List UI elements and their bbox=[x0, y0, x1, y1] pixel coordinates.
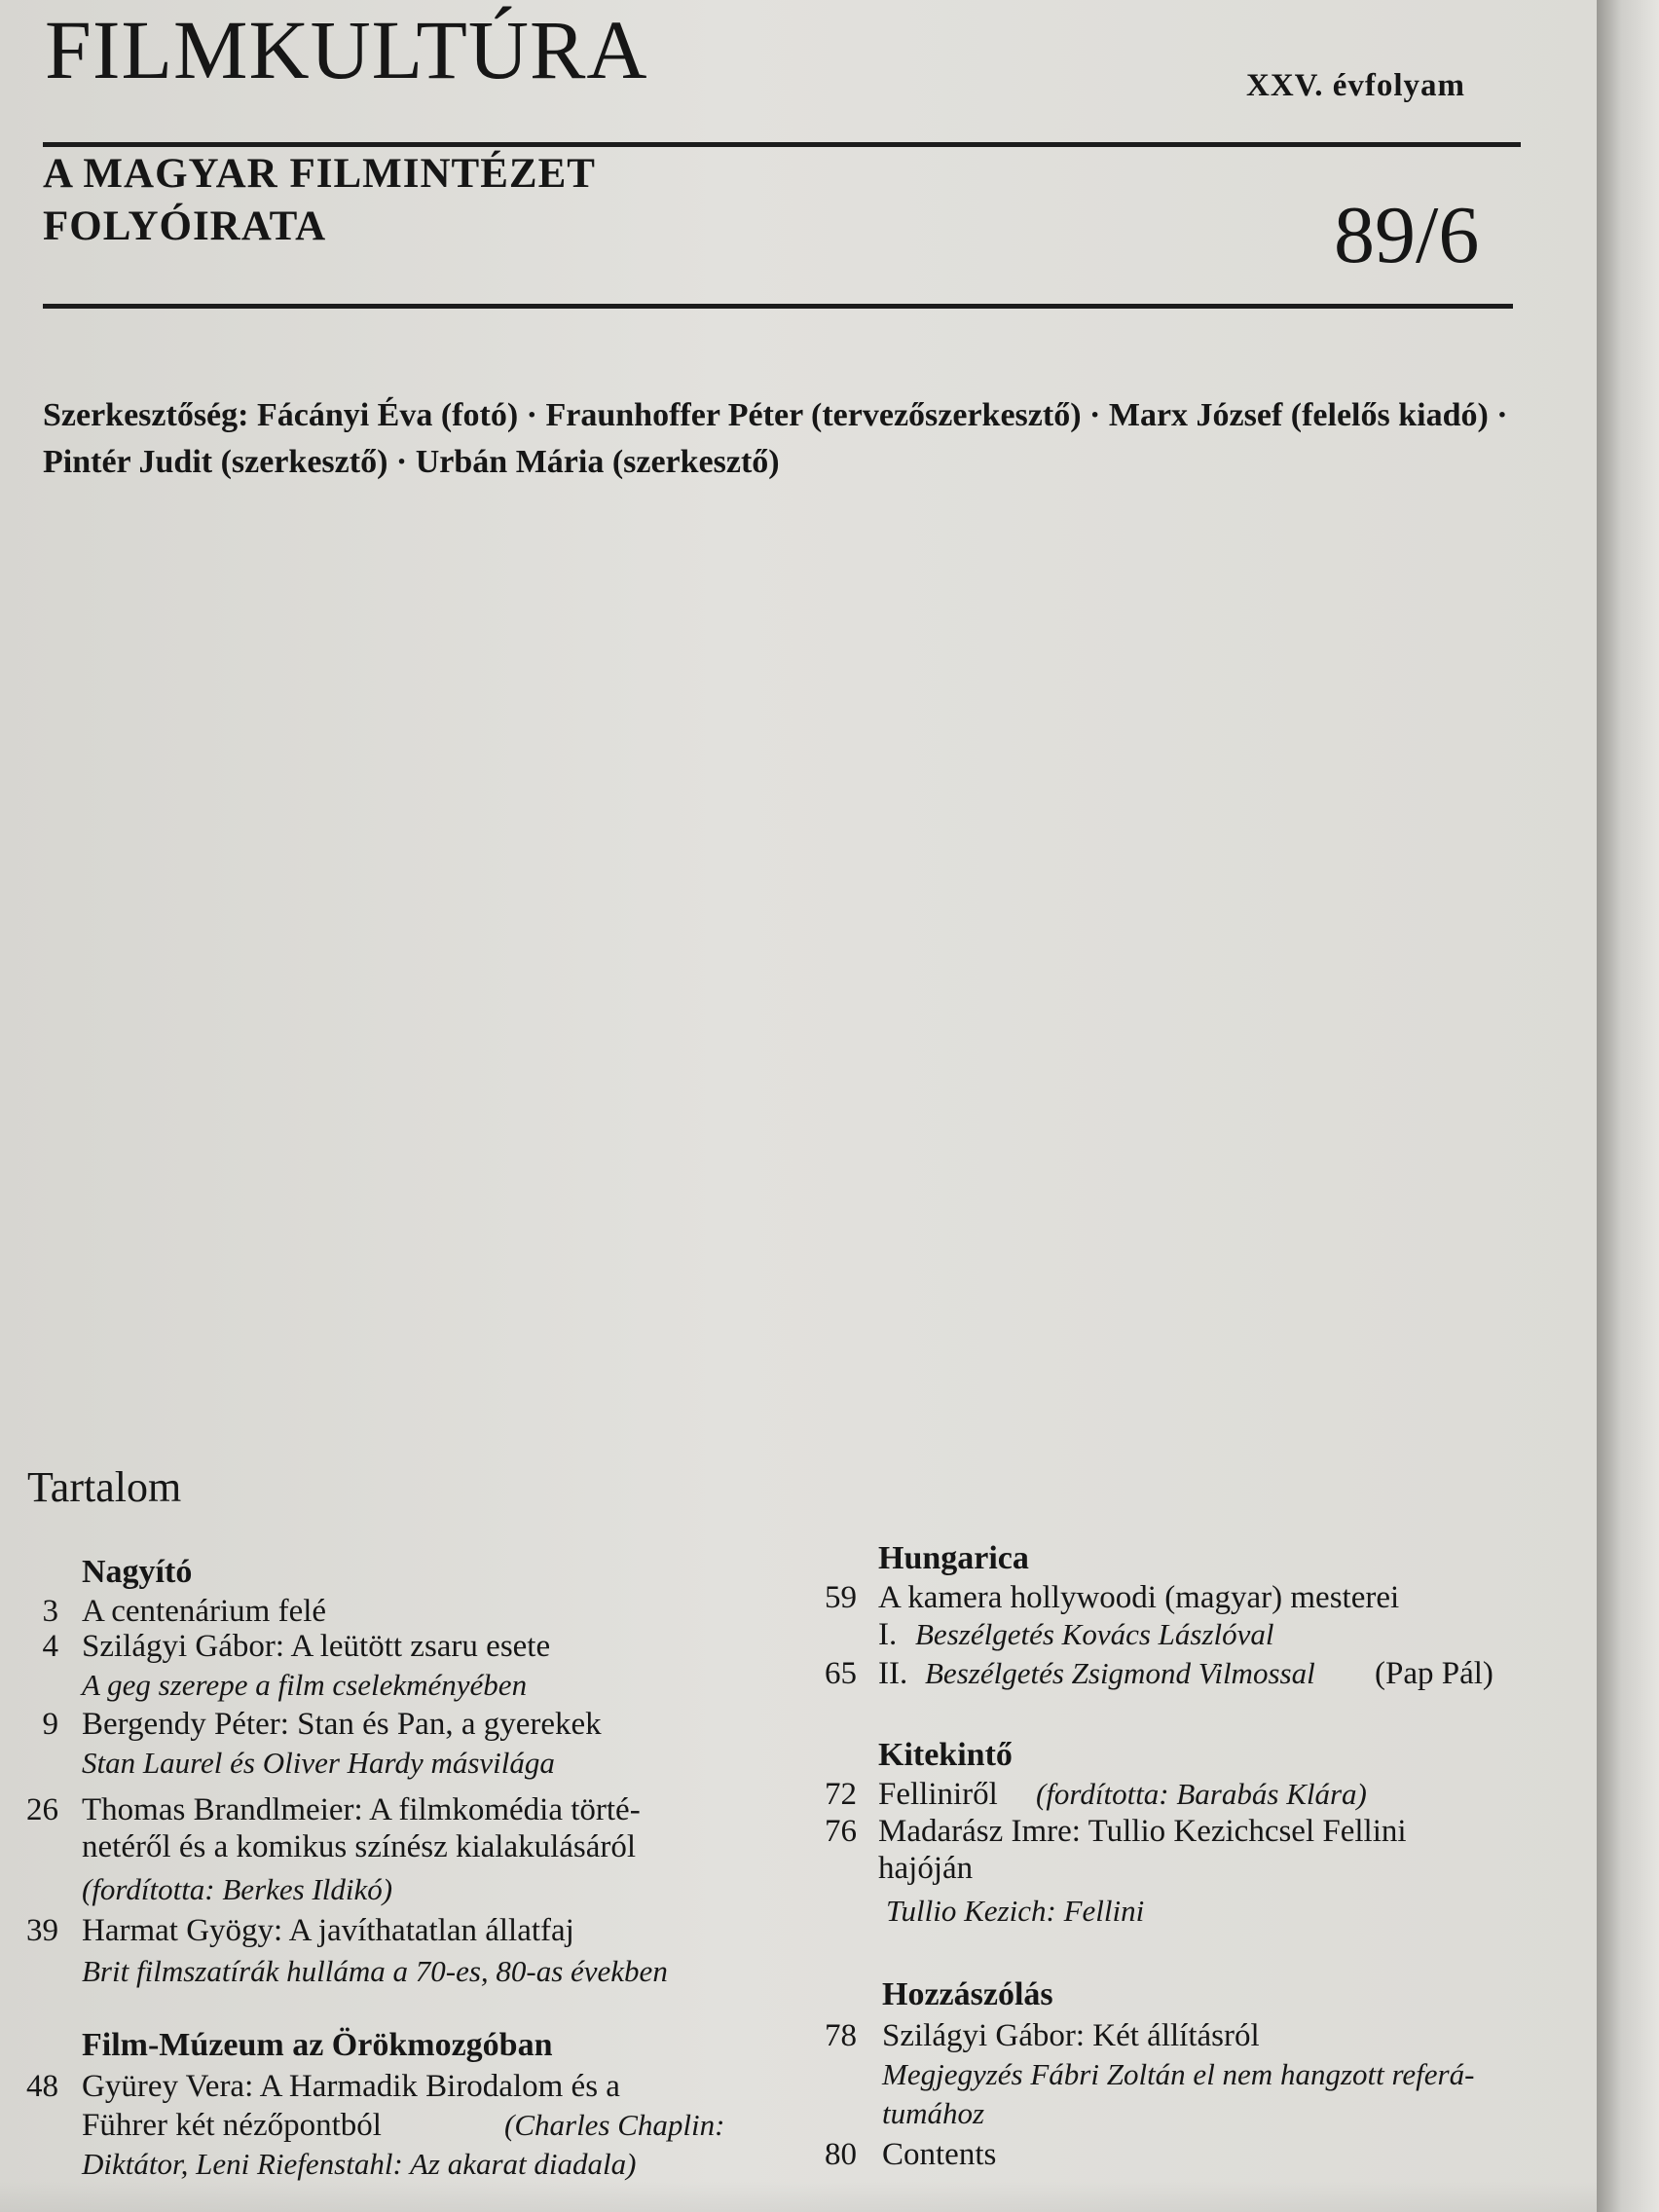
entry-title-line-1: Thomas Brandlmeier: A filmkomédia törté- bbox=[82, 1792, 641, 1827]
entry-subtitle-line-1: Megjegyzés Fábri Zoltán el nem hangzott referá- bbox=[882, 2057, 1475, 2091]
subtitle-line-2: FOLYÓIRATA bbox=[43, 203, 327, 249]
section-title-nagyito: Nagyító bbox=[82, 1554, 193, 1590]
entry-subtitle: Beszélgetés Kovács Lászlóval bbox=[915, 1617, 1274, 1651]
entry-title: Harmat Gyögy: A javíthatatlan állatfaj bbox=[82, 1913, 574, 1948]
entry-author: (Pap Pál) bbox=[1375, 1656, 1493, 1691]
section-title-hozzaszolas: Hozzászólás bbox=[882, 1976, 1053, 2012]
section-title-kitekinto: Kitekintő bbox=[878, 1737, 1013, 1773]
entry-title-line-2-italic: (Charles Chaplin: bbox=[504, 2108, 725, 2142]
page-number: 78 bbox=[825, 2018, 857, 2053]
bottom-rule bbox=[43, 304, 1513, 309]
page-number: 80 bbox=[825, 2137, 857, 2172]
entry-subtitle: (fordította: Berkes Ildikó) bbox=[82, 1872, 393, 1906]
section-title-film-muzeum: Film-Múzeum az Örökmozgóban bbox=[82, 2027, 553, 2063]
section-title-hungarica: Hungarica bbox=[878, 1540, 1029, 1576]
page-number: 65 bbox=[825, 1656, 857, 1691]
entry-prefix: II. bbox=[878, 1656, 908, 1691]
page-number: 3 bbox=[42, 1594, 58, 1629]
page-number: 39 bbox=[26, 1913, 58, 1948]
entry-italic-title: Beszélgetés Zsigmond Vilmossal bbox=[925, 1656, 1315, 1690]
masthead-subtitle bbox=[43, 148, 596, 253]
toc-heading: Tartalom bbox=[27, 1463, 182, 1511]
top-rule bbox=[43, 142, 1521, 147]
entry-subtitle: A geg szerepe a film cselekményében bbox=[82, 1668, 528, 1702]
entry-title: Felliniről bbox=[878, 1777, 998, 1812]
entry-title: Szilágyi Gábor: Két állításról bbox=[882, 2018, 1260, 2053]
page-number: 26 bbox=[26, 1792, 58, 1827]
page-number: 59 bbox=[825, 1580, 857, 1615]
editorial-staff: Szerkesztőség: Fácányi Éva (fotó) · Fraunhoffer Péter (tervezőszerkesztő) · Marx József (felelős kiadó) · Pintér Judit (szerkesztő) · Urbán Mária (szerkesztő) bbox=[43, 397, 1508, 480]
entry-subtitle: Tullio Kezich: Fellini bbox=[886, 1894, 1145, 1928]
subtitle-line-1: A MAGYAR FILMINTÉZET bbox=[43, 151, 596, 197]
entry-sub-prefix: I. bbox=[878, 1617, 898, 1652]
issue-number: 89/6 bbox=[1334, 190, 1480, 280]
entry-subtitle: Diktátor, Leni Riefenstahl: Az akarat diadala) bbox=[82, 2147, 637, 2181]
entry-title: A kamera hollywoodi (magyar) mesterei bbox=[878, 1580, 1400, 1615]
page-number: 4 bbox=[42, 1629, 58, 1664]
entry-title-line-2: netéről és a komikus színész kialakulásáról bbox=[82, 1829, 637, 1864]
entry-italic-note: (fordította: Barabás Klára) bbox=[1036, 1777, 1367, 1811]
entry-title: A centenárium felé bbox=[82, 1594, 327, 1629]
volume-label: XXV. évfolyam bbox=[1246, 68, 1466, 103]
entry-title-line-2: Führer két nézőpontból bbox=[82, 2108, 382, 2143]
page-edge-shadow bbox=[1597, 0, 1659, 2212]
entry-title: Contents bbox=[882, 2137, 997, 2172]
bottom-edge-shadow bbox=[0, 2181, 1659, 2212]
entry-title: Szilágyi Gábor: A leütött zsaru esete bbox=[82, 1629, 551, 1664]
entry-subtitle: Stan Laurel és Oliver Hardy másvilága bbox=[82, 1746, 555, 1780]
entry-title-line-2: hajóján bbox=[878, 1851, 974, 1886]
entry-title: Bergendy Péter: Stan és Pan, a gyerekek bbox=[82, 1707, 602, 1742]
page-number: 9 bbox=[42, 1707, 58, 1742]
entry-title-line-1: Gyürey Vera: A Harmadik Birodalom és a bbox=[82, 2069, 620, 2104]
entry-subtitle-line-2: tumához bbox=[882, 2096, 985, 2130]
page-number: 72 bbox=[825, 1777, 857, 1812]
entry-subtitle: Brit filmszatírák hulláma a 70-es, 80-as években bbox=[82, 1954, 668, 1988]
masthead-title: FILMKULTÚRA bbox=[45, 3, 648, 96]
page-number: 76 bbox=[825, 1814, 857, 1849]
page-number: 48 bbox=[26, 2069, 58, 2104]
entry-title-line-1: Madarász Imre: Tullio Kezichcsel Fellini bbox=[878, 1814, 1407, 1849]
